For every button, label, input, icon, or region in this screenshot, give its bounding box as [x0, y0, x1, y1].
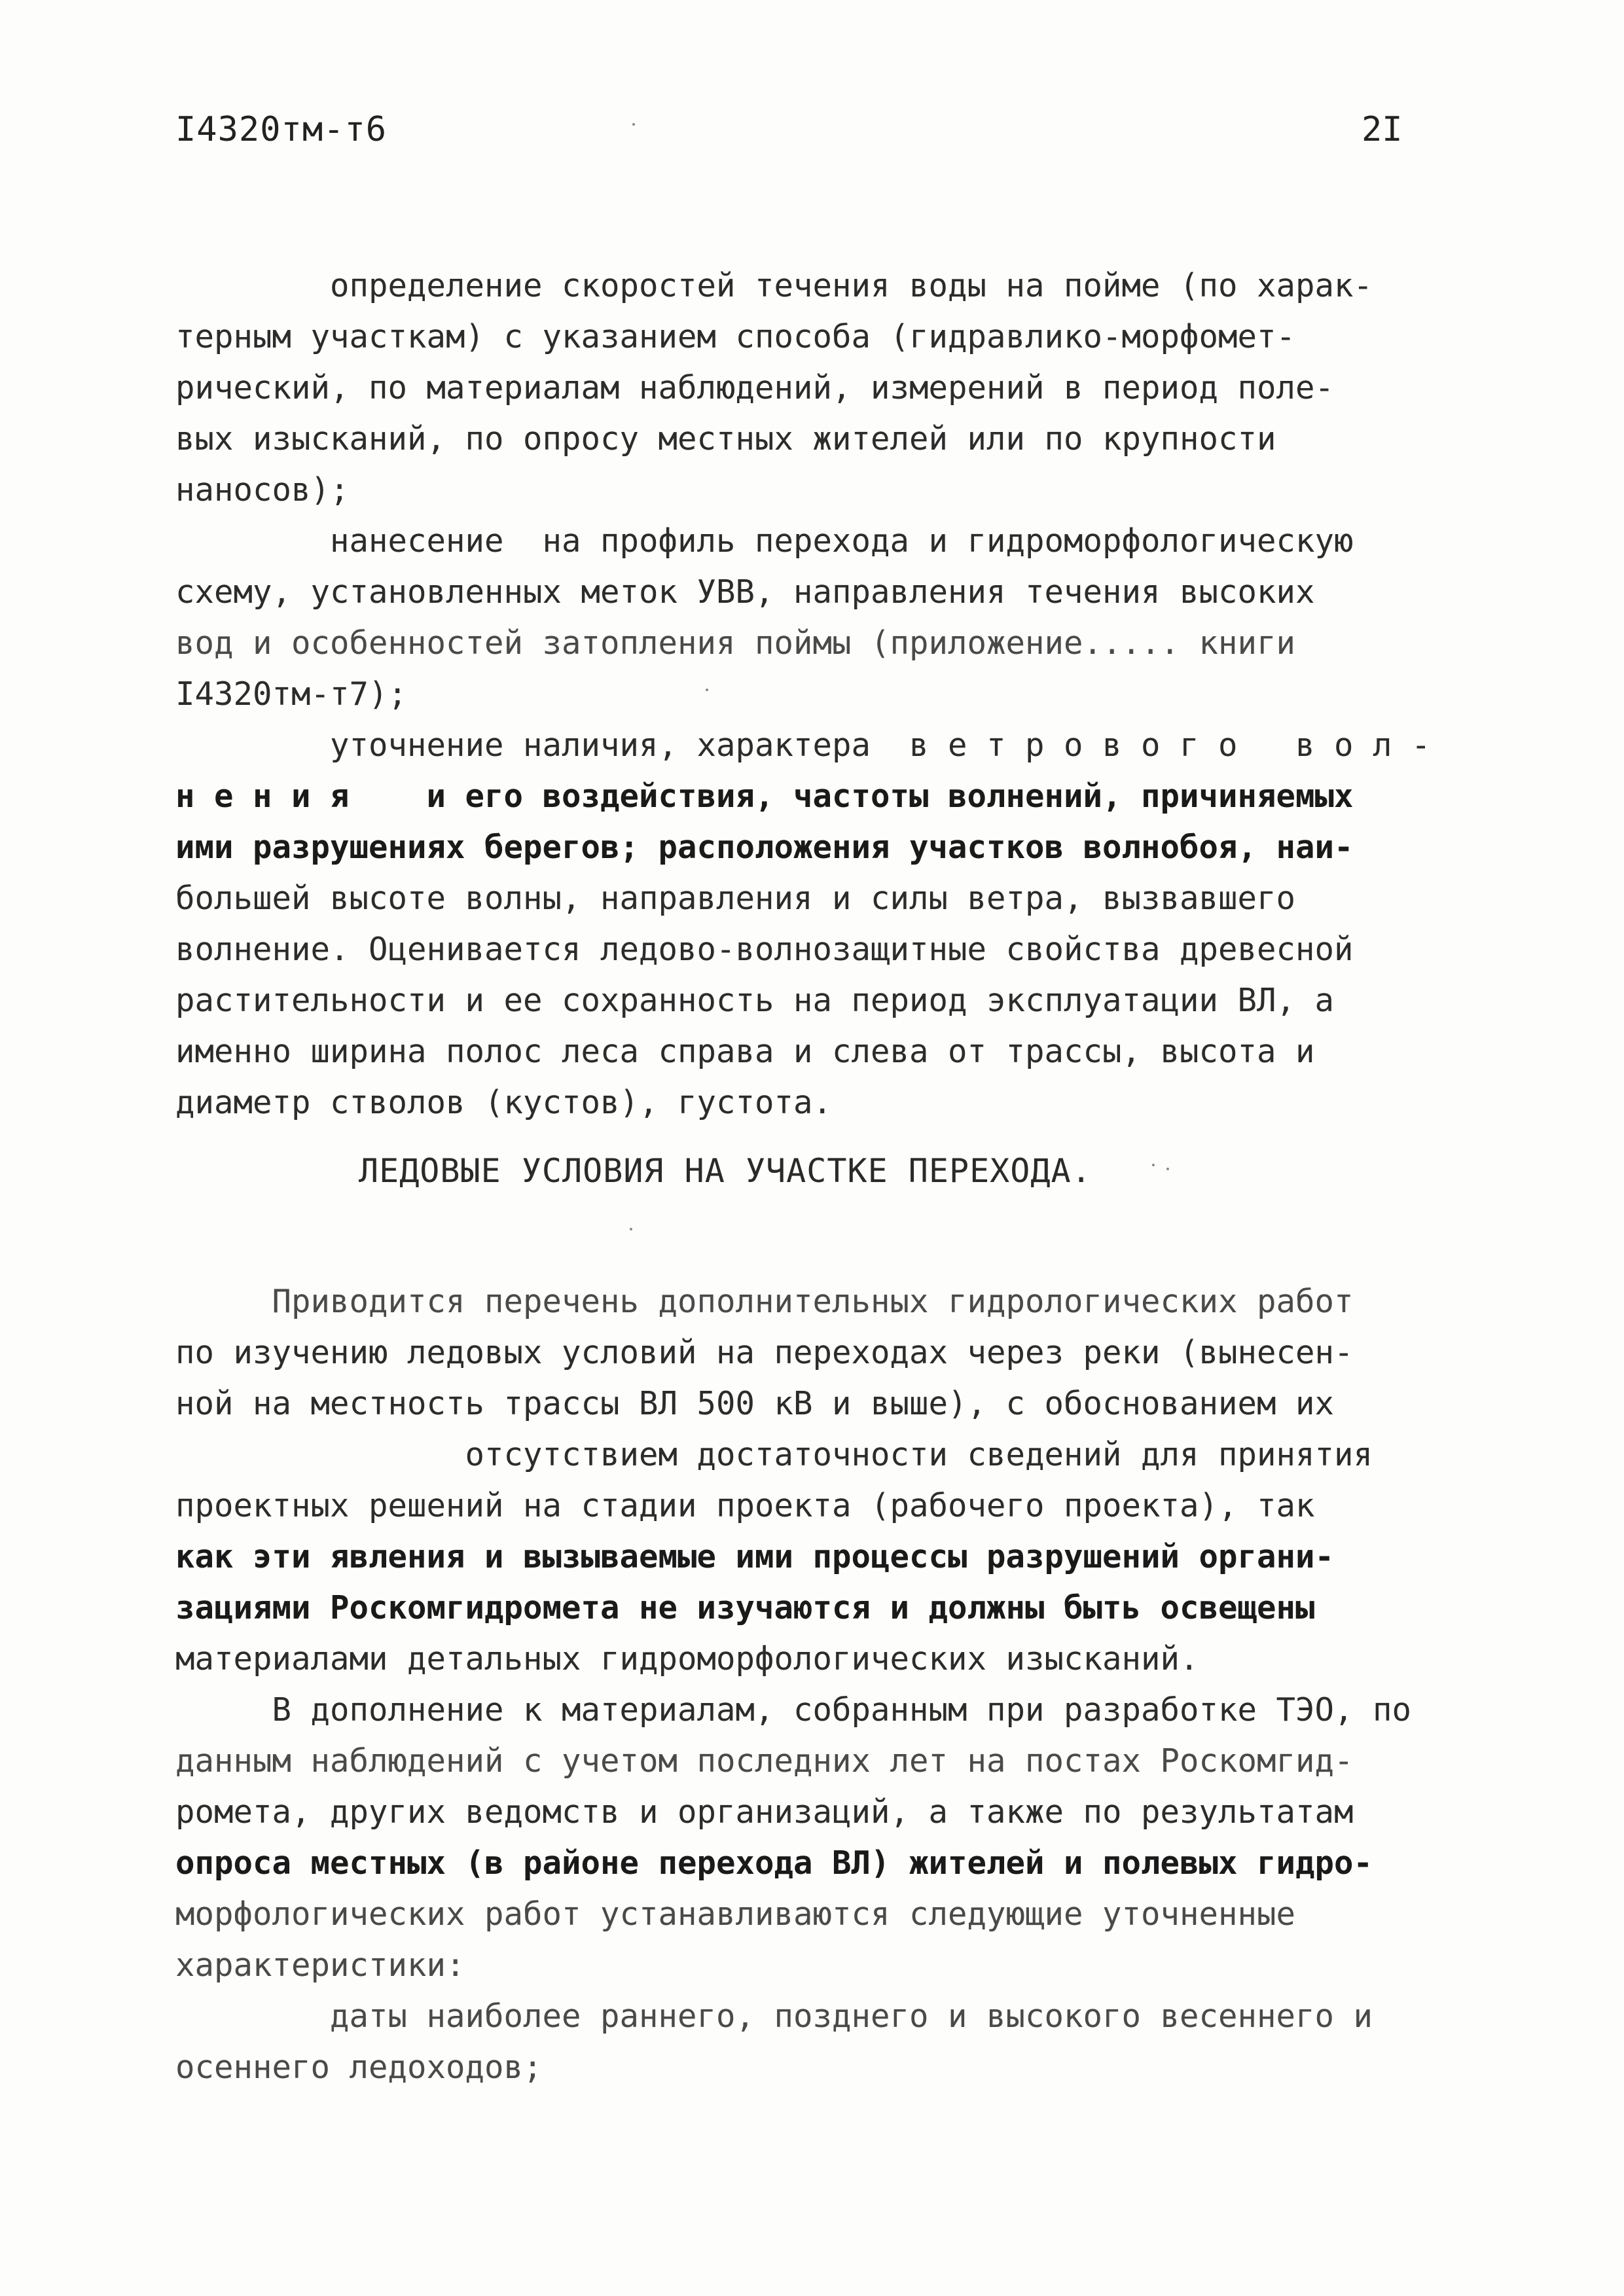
text-line: н е н и я и его воздействия, частоты волнений, причиняемых [175, 778, 1354, 815]
text-line: морфологических работ устанавливаются следующие уточненные [175, 1895, 1296, 1933]
text-line: именно ширина полос леса справа и слева от трассы, высота и [175, 1033, 1315, 1070]
document-code: I4320тм-т6 [175, 110, 388, 149]
text-line: данным наблюдений с учетом последних лет на постах Роскомгид- [175, 1742, 1354, 1780]
text-line: материалами детальных гидроморфологических изысканий. [175, 1640, 1199, 1677]
text-line: В дополнение к материалам, собранным при разработке ТЭО, по [175, 1691, 1412, 1729]
scan-speck [1152, 1164, 1155, 1166]
body-text-top [175, 260, 1458, 1128]
text-line: терным участкам) с указанием способа (гидравлико-морфомет- [175, 318, 1296, 355]
text-line: ной на местность трассы ВЛ 500 кВ и выше), с обоснованием их [175, 1385, 1335, 1422]
text-line: проектных решений на стадии проекта (рабочего проекта), так [175, 1487, 1315, 1524]
text-line: волнение. Оценивается ледово-волнозащитные свойства древесной [175, 931, 1354, 968]
text-line: наносов); [175, 471, 350, 509]
text-line: как эти явления и вызываемые ими процессы разрушений органи- [175, 1538, 1335, 1575]
text-line: Приводится перечень дополнительных гидрологических работ [175, 1283, 1354, 1320]
text-line: растительности и ее сохранность на период эксплуатации ВЛ, а [175, 982, 1335, 1019]
text-line: опроса местных (в районе перехода ВЛ) жителей и полевых гидро- [175, 1844, 1373, 1882]
text-line: вых изысканий, по опросу местных жителей или по крупности [175, 420, 1276, 457]
scan-speck [706, 689, 708, 691]
text-line: рический, по материалам наблюдений, измерений в период поле- [175, 369, 1335, 406]
text-line: вод и особенностей затопления поймы (приложение..... книги [175, 624, 1296, 662]
text-line: схему, установленных меток УВВ, направления течения высоких [175, 573, 1315, 611]
section-title: ЛЕДОВЫЕ УСЛОВИЯ НА УЧАСТКЕ ПЕРЕХОДА. [359, 1152, 1092, 1190]
text-line: ими разрушениях берегов; расположения участков волнобоя, наи- [175, 829, 1354, 866]
text-line: осеннего ледоходов; [175, 2049, 543, 2086]
text-line: нанесение на профиль перехода и гидроморфологическую [175, 522, 1354, 560]
text-line: диаметр стволов (кустов), густота. [175, 1084, 833, 1121]
text-line: даты наиболее раннего, позднего и высокого весеннего и [175, 1998, 1373, 2035]
text-line: отсутствием достаточности сведений для принятия [175, 1436, 1373, 1473]
scan-speck [632, 123, 635, 126]
text-line: определение скоростей течения воды на пойме (по харак- [175, 267, 1373, 304]
text-line: по изучению ледовых условий на переходах через реки (вынесен- [175, 1334, 1354, 1371]
scan-speck [1166, 1168, 1169, 1170]
scan-speck [630, 1228, 632, 1230]
page-number: 2I [1362, 110, 1403, 149]
text-line: ромета, других ведомств и организаций, а также по результатам [175, 1793, 1354, 1831]
text-line: уточнение наличия, характера в е т р о в о г о в о л - [175, 726, 1431, 764]
text-line: большей высоте волны, направления и силы ветра, вызвавшего [175, 880, 1296, 917]
text-line: I4320тм-т7); [175, 675, 408, 713]
body-text-bottom [175, 1276, 1458, 2093]
text-line: зациями Роскомгидромета не изучаются и должны быть освещены [175, 1589, 1315, 1626]
text-line: характеристики: [175, 1946, 465, 1984]
